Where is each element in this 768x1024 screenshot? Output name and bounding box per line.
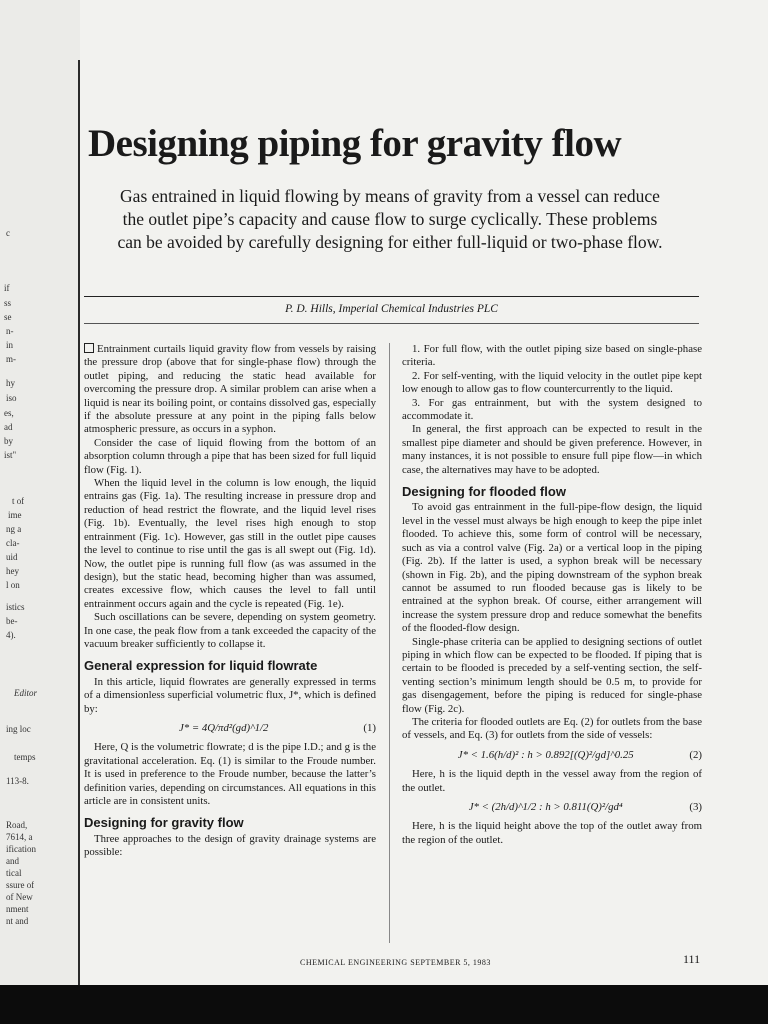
section-heading: General expression for liquid flowrate	[84, 658, 318, 674]
paragraph: The criteria for flooded outlets are Eq. (2) for outlets from the base of vessels, and Eq. (3) for outlets from the side of vessels:	[402, 715, 702, 742]
section-heading: Designing for gravity flow	[84, 815, 244, 831]
margin-note: Editor	[14, 688, 38, 698]
byline-rule	[84, 323, 699, 324]
paragraph: Consider the case of liquid flowing from the bottom of an absorption column through a pipe that has been sized for full liquid flow (Fig. 1).	[84, 436, 376, 476]
margin-note: 113-8.	[6, 776, 29, 786]
adjacent-page-edge	[0, 0, 76, 985]
margin-note: t of	[12, 496, 25, 506]
margin-note: ng a	[6, 524, 22, 534]
paragraph: In general, the first approach can be expected to result in the smallest pipe diameter and should be given preference. However, in many instances, it is not possible to ensure full pipe flow—in which case, the alternatives may have to be adopted.	[402, 423, 702, 476]
margin-note: 4).	[6, 630, 16, 640]
margin-note: iso	[6, 393, 17, 403]
margin-note: ssure of	[6, 880, 35, 890]
margin-note: be-	[6, 616, 18, 626]
paragraph: To avoid gas entrainment in the full-pipe-flow design, the liquid level in the vessel must always be high enough to keep the pipe inlet flooded. To achieve this, some form of control will be necessary, such as via a control valve (Fig. 2a) or a vertical loop in the piping (Fig. 2b). If the latter is used, a syphon break will be necessary (shown in Fig. 2b), and the piping downstream of the syphon break cannot be assumed to run flooded because gas is likely to be entrained at the syphon break. Of course, either arrangement will increase the system pressure drop and reduce somewhat the benefits of the flooded-flow design.	[402, 501, 702, 635]
margin-note: and	[6, 856, 19, 866]
margin-note: l on	[6, 580, 20, 590]
margin-note: 7614, a	[6, 832, 33, 842]
margin-note: ss	[4, 298, 12, 308]
paragraph: Here, Q is the volumetric flowrate; d is the pipe I.D.; and g is the gravitational acceleration. Eq. (1) is similar to the Froude number. It is used in preference to the Froude number, because the latter’s definition varies, depending on circumstances. All equations in this article are in consistent units.	[84, 741, 376, 807]
footer-source-line: CHEMICAL ENGINEERING SEPTEMBER 5, 1983	[300, 958, 491, 967]
margin-note: se	[4, 312, 12, 322]
margin-note: uid	[6, 552, 18, 562]
article-start-box-icon	[84, 343, 94, 353]
scanner-bottom-edge	[0, 985, 768, 1024]
equation-expression: J* < (2h/d)^1/2 : h > 0.811(Q)²/gd⁴	[468, 801, 623, 813]
margin-note: c	[6, 228, 10, 238]
equation-number: (1)	[363, 721, 376, 734]
paragraph: Here, h is the liquid height above the top of the outlet away from the region of the outlet.	[402, 820, 702, 846]
margin-note: n-	[6, 326, 14, 336]
equation-number: (3)	[689, 801, 702, 813]
margin-note: nt and	[6, 916, 29, 926]
margin-note: istics	[6, 602, 25, 612]
page-fold-line	[78, 60, 80, 990]
article-title: Designing piping for gravity flow	[88, 122, 622, 165]
margin-note: cla-	[6, 538, 20, 548]
paragraph: Three approaches to the design of gravity drainage systems are possible:	[84, 832, 376, 859]
margin-note: hey	[6, 566, 19, 576]
paragraph: Here, h is the liquid depth in the vessel away from the region of the outlet.	[402, 768, 702, 794]
article-deck: Gas entrained in liquid flowing by means of gravity from a vessel can reduce the outlet pipe’s capacity and cause flow to surge cyclically. These problems can be avoided by carefully designing for either full-liquid or two-phase flow.	[117, 186, 663, 252]
margin-note: by	[4, 436, 13, 446]
margin-note: es,	[4, 408, 14, 418]
section-heading: Designing for flooded flow	[402, 484, 566, 500]
margin-note: Road,	[6, 820, 28, 830]
left-column	[84, 343, 376, 860]
equation-2	[402, 749, 702, 762]
equation-expression: J* < 1.6(h/d)² : h > 0.892[(Q)²/gd]^0.25	[457, 748, 634, 761]
margin-note: in	[6, 340, 14, 350]
margin-note: m-	[6, 354, 16, 364]
margin-note: nment	[6, 904, 29, 914]
column-divider	[389, 343, 390, 943]
right-column	[402, 343, 702, 847]
paragraph-text: Entrainment curtails liquid gravity flow from vessels by raising the pressure drop (above that for single-phase flow) through the outlet piping, and reducing the static head available for overcoming the pressure drop. A similar problem can arise when a liquid is near its boiling point, or contains dissolved gas, especially if the absolute pressure at any point in the piping falls below atmospheric pressure, as occurs in a syphon.	[84, 343, 376, 436]
margin-note: if	[4, 283, 10, 293]
paragraph: Single-phase criteria can be applied to designing sections of outlet piping in which flow can be expected to be flooded. If piping that is certain to be flooded is preceded by a self-venting section, the self-venting section’s minimum length should be 0.5 m, to provide for gas disengagement, before the piping is reduced for single-phase flow (Fig. 2c).	[402, 635, 702, 715]
equation-3	[402, 801, 702, 814]
list-item: 2. For self-venting, with the liquid velocity in the outlet pipe kept low enough to allow gas to flow countercurrently to the liquid.	[402, 369, 702, 396]
paragraph: Such oscillations can be severe, depending on system geometry. In one case, the peak flow from a tank exceeded the capacity of the vacuum breaker sufficiently to collapse it.	[84, 611, 376, 650]
paragraph: In this article, liquid flowrates are generally expressed in terms of a dimensionless superficial volumetric flux, J*, which is defined by:	[84, 675, 376, 715]
author-byline: P. D. Hills, Imperial Chemical Industries PLC	[285, 303, 498, 315]
margin-note: tical	[6, 868, 22, 878]
paragraph: When the liquid level in the column is low enough, the liquid entrains gas (Fig. 1a). The resulting increase in pressure drop and reduction of head restrict the flowrate, and the liquid level rises (Fig. 1b). Eventually, the level rises high enough to stop entrainment (Fig. 1c). However, gas still in the outlet pipe causes the level to continue to rise until the gas is all swept out (Fig. 1d). Now, the outlet pipe is running full flow (as was assumed in the design), but the static head, becoming higher than was assumed, creates excessive flow, which causes the level to fall until entrainment occurs again and the cycle is repeated (Fig. 1e).	[84, 477, 376, 610]
margin-note: hy	[6, 378, 15, 388]
margin-note: of New	[6, 892, 33, 902]
margin-note: temps	[14, 752, 36, 762]
header-rule	[84, 296, 699, 297]
list-item: 3. For gas entrainment, but with the system designed to accommodate it.	[402, 396, 702, 423]
equation-1	[84, 722, 376, 735]
list-item: 1. For full flow, with the outlet piping size based on single-phase criteria.	[402, 343, 702, 369]
margin-note: ime	[8, 510, 22, 520]
equation-number: (2)	[689, 748, 702, 761]
equation-expression: J* = 4Q/πd²(gd)^1/2	[178, 721, 269, 734]
margin-note: ist"	[4, 450, 17, 460]
margin-note: ing loc	[6, 724, 31, 734]
margin-note: ad	[4, 422, 13, 432]
page-number: 111	[683, 952, 701, 966]
margin-note: ification	[6, 844, 36, 854]
paragraph	[84, 343, 376, 437]
